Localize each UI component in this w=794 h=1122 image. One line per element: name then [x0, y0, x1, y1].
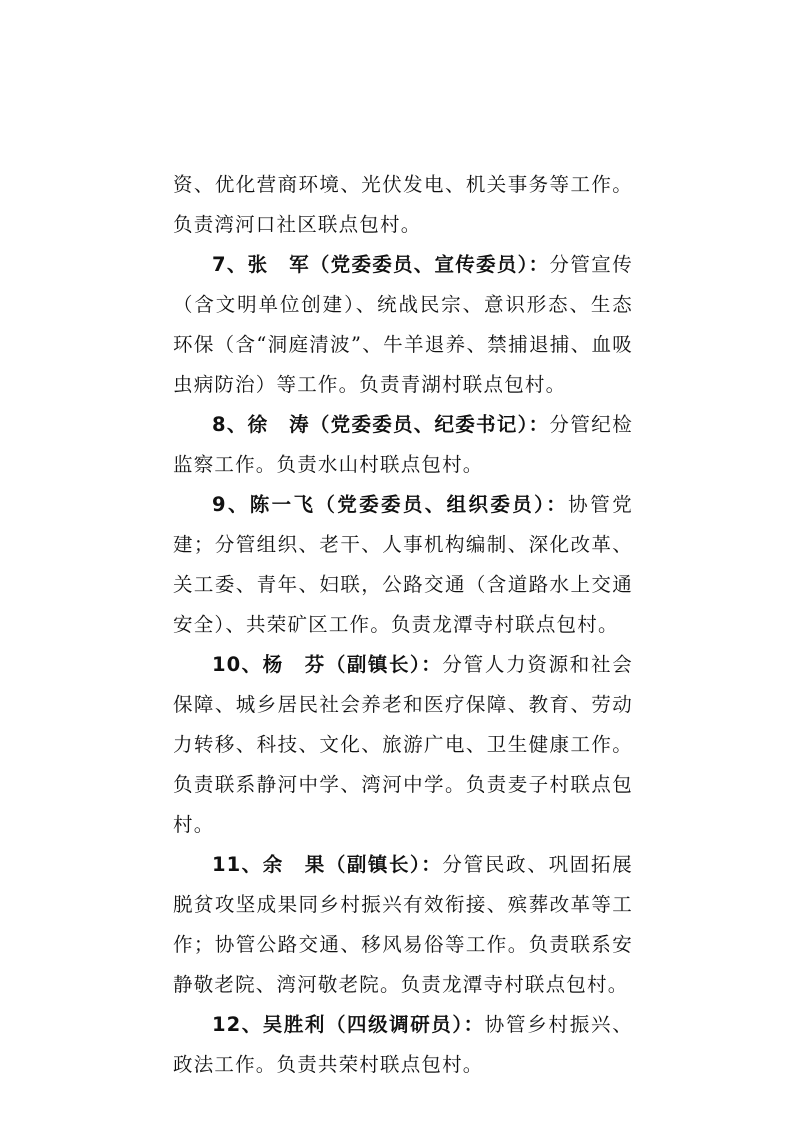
continued-paragraph: 资、优化营商环境、光伏发电、机关事务等工作。负责湾河口社区联点包村。 [173, 173, 633, 236]
duty-entry-body: 分管纪检监察工作。负责水山村联点包村。 [173, 413, 633, 476]
duty-entry-body: 协管乡村振兴、政法工作。负责共荣村联点包村。 [173, 1013, 633, 1076]
duty-entry-12 [173, 1005, 633, 1085]
duty-entry-body: 分管人力资源和社会保障、城乡居民社会养老和医疗保障、教育、劳动力转移、科技、文化、旅游广电、卫生健康工作。负责联系静河中学、湾河中学。负责麦子村联点包村。 [173, 653, 633, 836]
duty-entry-lead: 8、徐 涛（党委委员、纪委书记）： [212, 413, 550, 436]
duty-entry-body: 协管党建；分管组织、老干、人事机构编制、深化改革、关工委、青年、妇联，公路交通（含道路水上交通安全）、共荣矿区工作。负责龙潭寺村联点包村。 [173, 493, 633, 636]
duty-entry-7 [173, 245, 633, 405]
duty-entry-lead: 9、陈一飞（党委委员、组织委员）： [212, 493, 569, 516]
duty-entry-9 [173, 485, 633, 645]
duty-entry-lead: 7、张 军（党委委员、宣传委员）： [212, 253, 550, 276]
duty-entry-8 [173, 405, 633, 485]
duty-entry-body: 分管民政、巩固拓展脱贫攻坚成果同乡村振兴有效衔接、殡葬改革等工作；协管公路交通、移风易俗等工作。负责联系安静敬老院、湾河敬老院。负责龙潭寺村联点包村。 [173, 853, 633, 996]
document-body [173, 165, 633, 1085]
duty-entry-lead: 12、吴胜利（四级调研员）： [212, 1013, 485, 1036]
duty-entry-lead: 10、杨 芬（副镇长）： [212, 653, 443, 676]
duty-entry-body: 分管宣传（含文明单位创建）、统战民宗、意识形态、生态环保（含“洞庭清波”、牛羊退养、禁捕退捕、血吸虫病防治）等工作。负责青湖村联点包村。 [173, 253, 633, 396]
duty-entry-11 [173, 845, 633, 1005]
duty-entry-lead: 11、余 果（副镇长）： [212, 853, 443, 876]
duty-entry-10 [173, 645, 633, 845]
